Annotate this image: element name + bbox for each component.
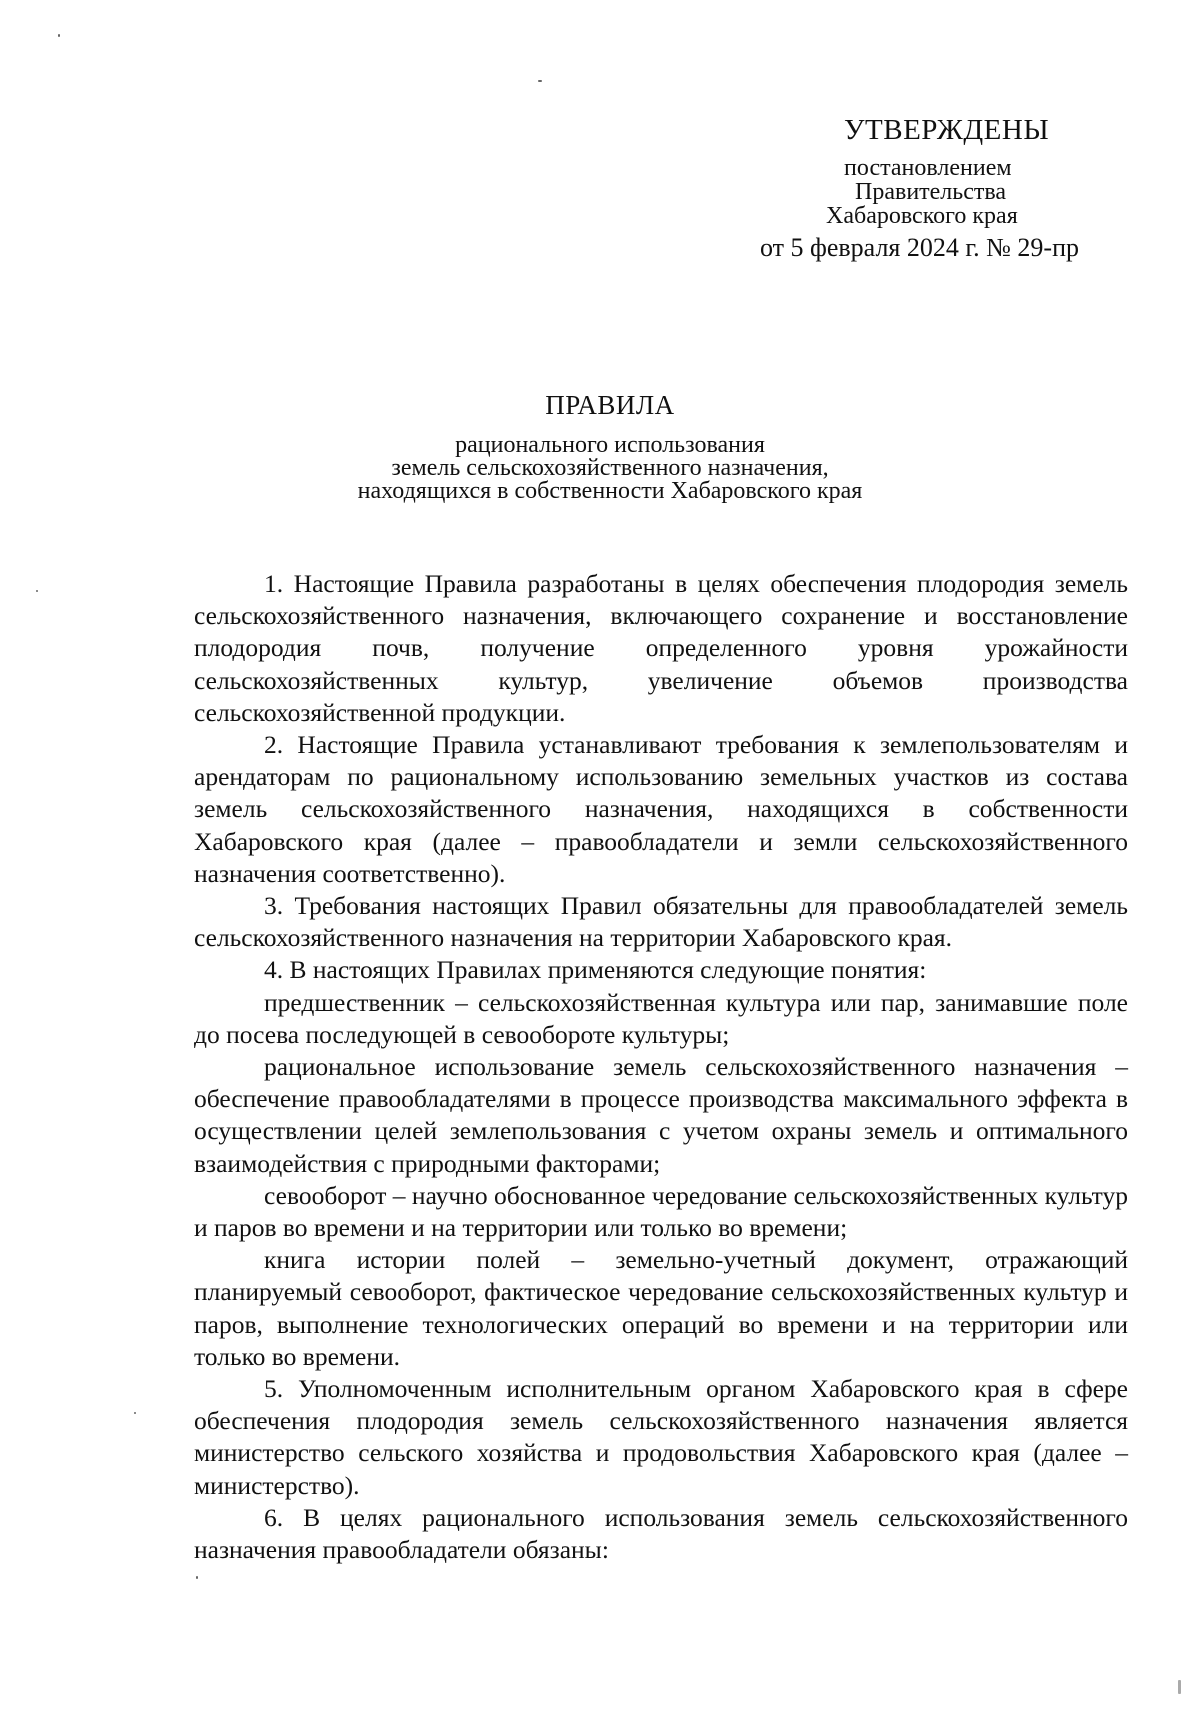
scan-speck xyxy=(1178,1680,1181,1694)
scan-speck xyxy=(58,34,60,37)
scan-speck xyxy=(36,590,38,592)
paragraph-4: 4. В настоящих Правилах применяются следующие понятия: xyxy=(264,955,927,985)
document-subtitle-line: находящихся в собственности Хабаровского края xyxy=(357,478,863,504)
approval-block xyxy=(760,112,1120,260)
approval-line-resolution: постановлением xyxy=(844,155,1012,181)
document-body xyxy=(194,568,1128,1566)
scan-speck xyxy=(538,80,542,82)
document-subtitle-line: земель сельскохозяйственного назначения, xyxy=(391,455,829,481)
approval-line-region: Хабаровского края xyxy=(826,203,1018,229)
document-subtitle-line: рационального использования xyxy=(455,432,765,458)
approval-date-number: от 5 февраля 2024 г. № 29-пр xyxy=(760,233,1079,262)
approval-line-government: Правительства xyxy=(855,179,1007,205)
approval-title: УТВЕРЖДЕНЫ xyxy=(844,114,1050,146)
document-title-block xyxy=(180,388,1040,503)
definition-rational-use: рациональное использование земель сельскохозяйственного назначения – обеспечение правообладателями в процессе производства максимального эффекта в осуществлении целей землепользования с учетом охраны земель и оптимального взаимодействия с природными факторами; xyxy=(194,1052,1128,1178)
paragraph-5: 5. Уполномоченным исполнительным органом Хабаровского края в сфере обеспечения плодородия земель сельскохозяйственного назначения является министерство сельского хозяйства и продовольствия Хабаровского края (далее – министерство). xyxy=(194,1374,1128,1500)
definition-crop-rotation: севооборот – научно обоснованное чередование сельскохозяйственных культур и паров во времени и на территории или только во времени; xyxy=(194,1180,1128,1243)
paragraph-3: 3. Требования настоящих Правил обязательны для правообладателей земель сельскохозяйственного назначения на территории Хабаровского края. xyxy=(194,891,1128,953)
document-title: ПРАВИЛА xyxy=(545,390,675,420)
scan-speck xyxy=(196,1576,198,1579)
definition-field-history-book: книга истории полей – земельно-учетный документ, отражающий планируемый севооборот, фактическое чередование сельскохозяйственных культур и паров, выполнение технологических операций во времени и на территории или только во времени. xyxy=(194,1245,1128,1371)
paragraph-2: 2. Настоящие Правила устанавливают требования к землепользователям и арендаторам по рациональному использованию земельных участков из состава земель сельскохозяйственного назначения, находящихся в собственности Хабаровского края (далее – правообладатели и земли сельскохозяйственного назначения соответственно). xyxy=(194,730,1128,888)
paragraph-6: 6. В целях рационального использования земель сельскохозяйственного назначения правообладатели обязаны: xyxy=(194,1502,1128,1565)
scan-speck xyxy=(134,1412,136,1414)
paragraph-1: 1. Настоящие Правила разработаны в целях обеспечения плодородия земель сельскохозяйственного назначения, включающего сохранение и восстановление плодородия почв, получение определенного уровня урожайности сельскохозяйственных культур, увеличение объемов производства сельскохозяйственной продукции. xyxy=(194,569,1128,727)
definition-predecessor: предшественник – сельскохозяйственная культура или пар, занимавшие поле до посева последующей в севообороте культуры; xyxy=(194,987,1128,1049)
